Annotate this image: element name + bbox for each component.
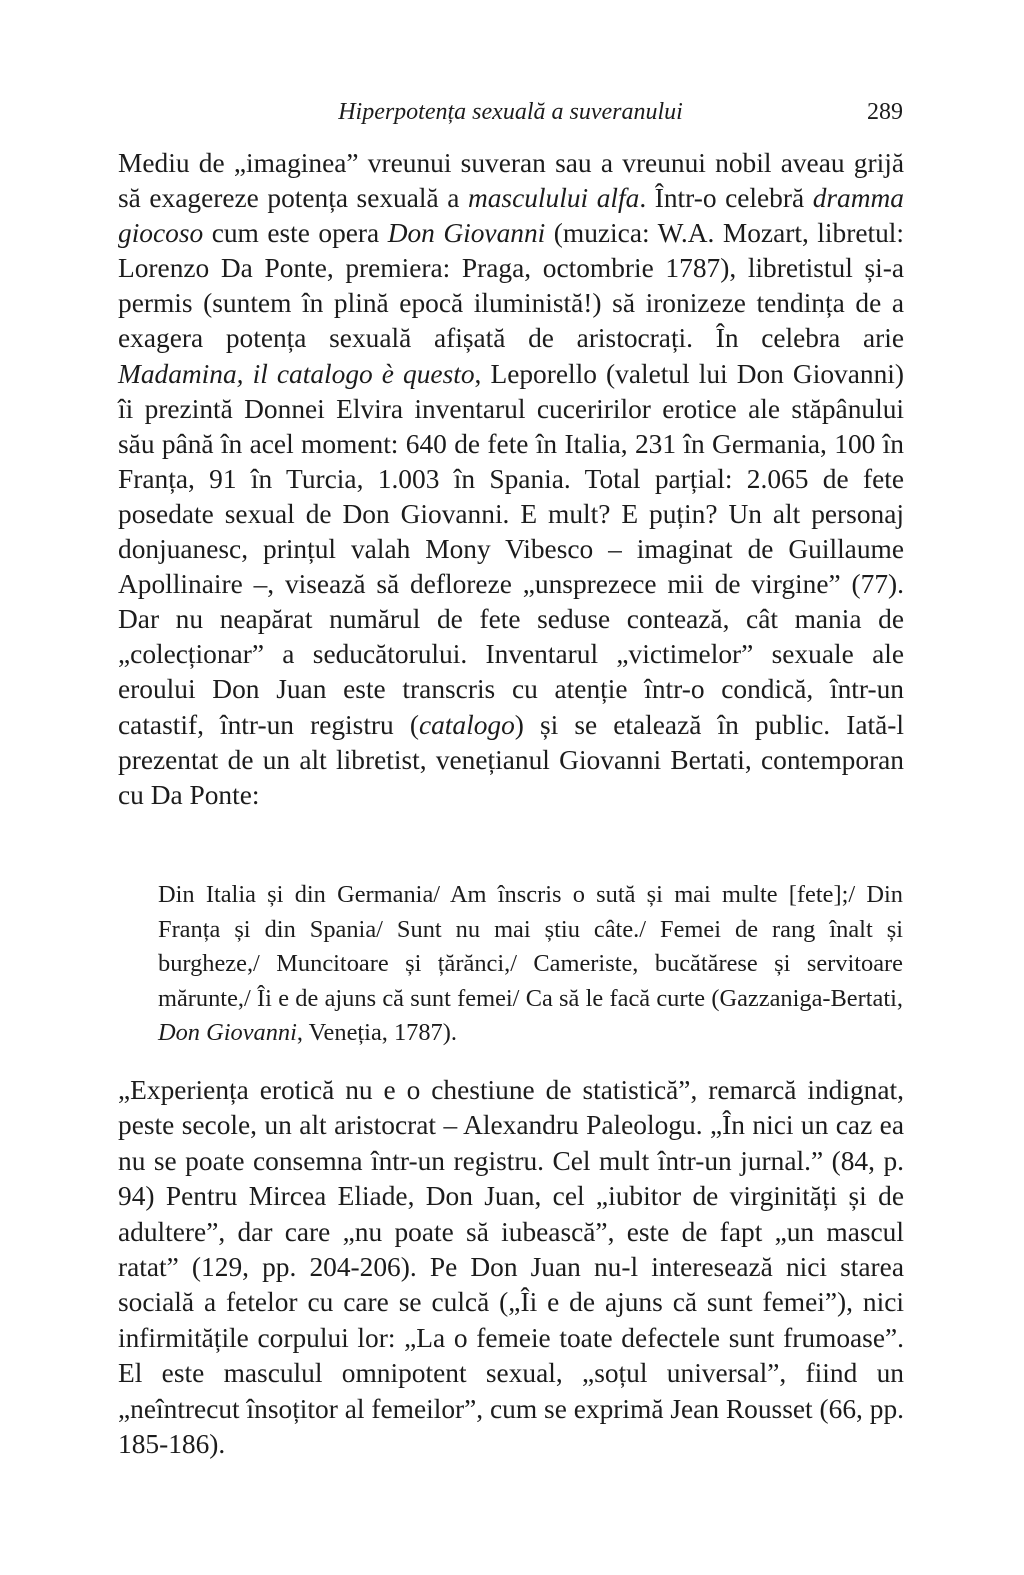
emphasis-masculului-alfa: masculului alfa: [467, 183, 640, 214]
page-number: 289: [867, 99, 903, 125]
text-run: ) și se etalează în public. Iată-l prezentat de un alt libretist, venețianul Giovanni Bertati, contemporan cu Da Ponte:: [118, 709, 904, 810]
running-title: Hiperpotența sexuală a suveranului: [338, 99, 683, 125]
emphasis-don-giovanni-quote: Don Giovanni: [158, 1019, 297, 1046]
text-run: (muzica: W.A. Mozart, libretul: Lorenzo Da Ponte, premiera: Praga, octombrie 1787), libretistul și-a permis (suntem în plină epocă iluministă!) să ironizeze tendința de a exagera potența sexuală afișată de aristocrați. În celebra arie: [118, 218, 904, 354]
text-run: cum este opera: [203, 218, 388, 249]
quote-text: [158, 878, 903, 1051]
emphasis-catalogo: catalogo: [418, 709, 515, 740]
text-run: Mediu de „imaginea” vreunui suveran sau a vreunui nobil aveau grijă să exagereze potența sexuală a: [118, 148, 904, 214]
text-run: , Veneția, 1787).: [296, 1019, 457, 1046]
text-run: , Leporello (valetul lui Don Giovanni) îi prezintă Donnei Elvira inventarul cuceririlor erotice ale stăpânului său până în acel moment: 640 de fete în Italia, 231 în Germania, 100 în Franța, 91 în Turcia, 1.003 în Spania. Total parțial: 2.065 de fete posedate sexual de Don Giovanni. E mult? E puțin? Un alt personaj donjuanesc, prințul valah Mony Vibesco – imaginat de Guillaume Apollinaire –, visează să defloreze „unsprezece mii de virgine” (77). Dar nu neapărat numărul de fete seduse contează, cât mania de „colecționar” a seducătorului. Inventarul „victimelor” sexuale ale eroului Don Juan este transcris cu atenție într-o condică, într-un catastif, într-un registru (: [118, 358, 904, 740]
emphasis-don-giovanni: Don Giovanni: [387, 218, 546, 249]
emphasis-dramma-giocoso: dramma giocoso: [118, 183, 904, 249]
emphasis-aria-title: Madamina, il catalogo è questo: [118, 358, 475, 389]
running-head: [118, 95, 903, 129]
paragraph-opening: [118, 146, 904, 813]
paragraph-closing: [118, 1073, 904, 1462]
paragraph-2: „Experiența erotică nu e o chestiune de statistică”, remarcă indignat, peste secole, un alt aristocrat – Alexandru Paleologu. „În nici un caz ea nu se poate consemna într-un registru. Cel mult într-un jurnal.” (84, p. 94) Pentru Mircea Eliade, Don Juan, cel „iubitor de virginități și de adultere”, dar care „nu poate să iubească”, este de fapt „un mascul ratat” (129, pp. 204-206). Pe Don Juan nu-l interesează nici starea socială a fetelor cu care se culcă („Îi e de ajuns că sunt femei”), nici infirmitățile corpului lor: „La o femeie toate defectele sunt frumoase”. El este masculul omnipotent sexual, „soțul universal”, fiind un „neîntrecut însoțitor al femeilor”, cum se exprimă Jean Rousset (66, pp. 185-186).: [118, 1075, 904, 1460]
text-run: . Într-o celebră: [639, 183, 813, 214]
paragraph-1: [118, 146, 904, 813]
text-run: Din Italia și din Germania/ Am înscris o sută și mai multe [fete];/ Din Franța și din Spania/ Sunt nu mai știu câte./ Femei de rang înalt și burgheze,/ Muncitoare și țărănci,/ Cameriste, bucătărese și servitoare mărunte,/ Îi e de ajuns că sunt femei/ Ca să le facă curte (Gazzaniga-Bertati,: [158, 881, 903, 1012]
block-quote: [158, 878, 903, 1051]
